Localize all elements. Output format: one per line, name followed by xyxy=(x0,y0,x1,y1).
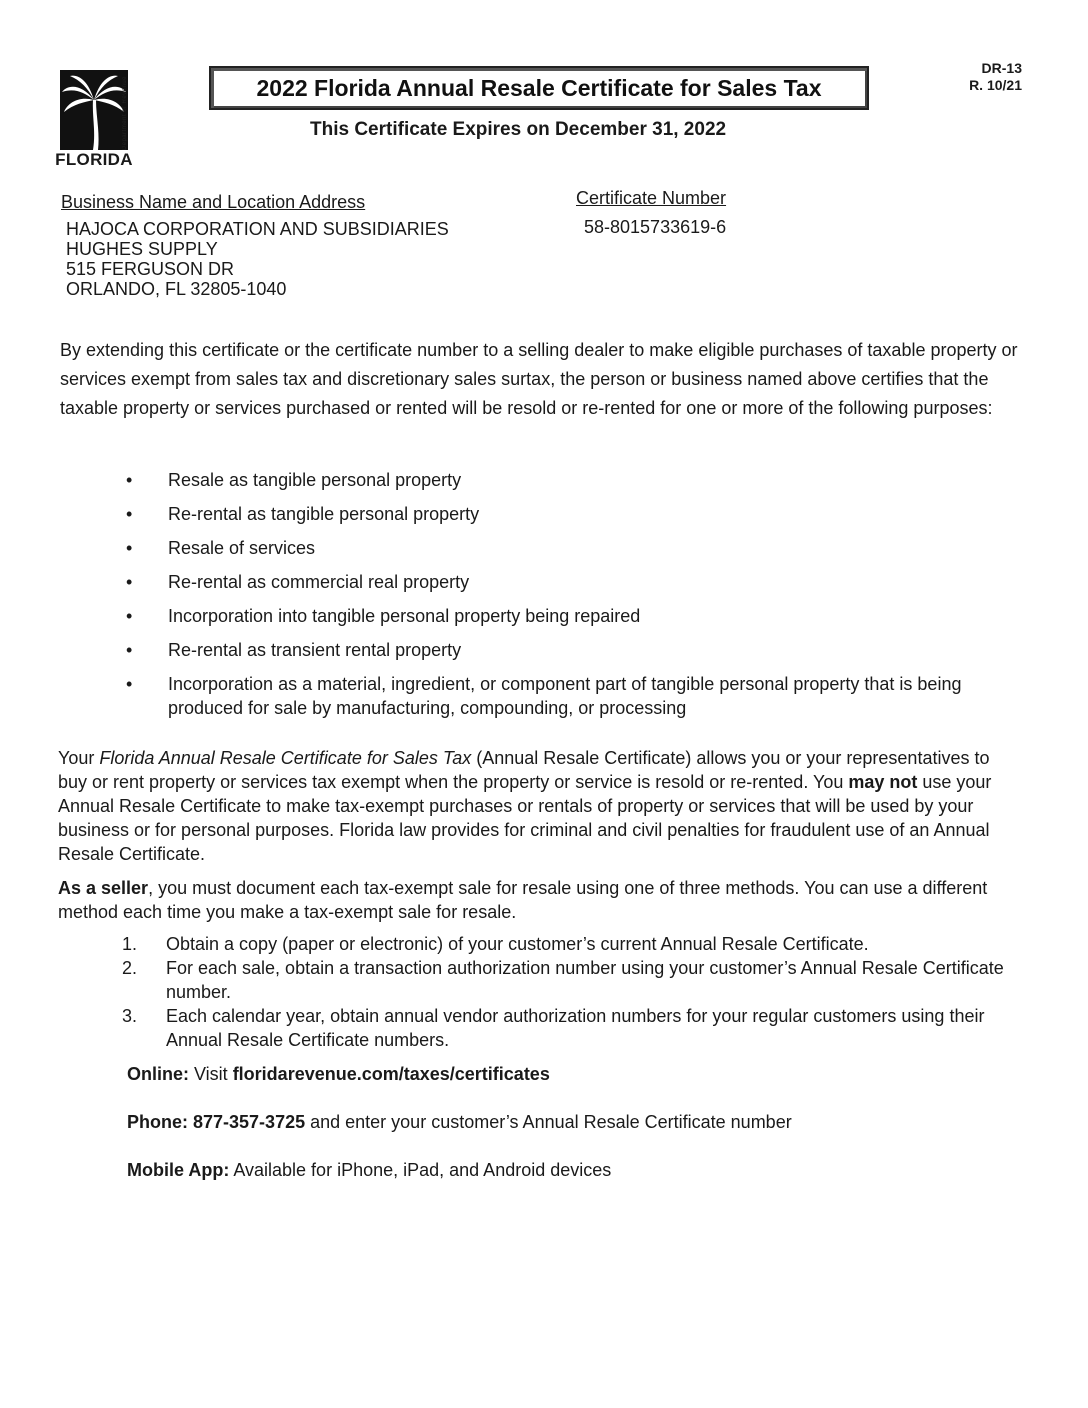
contact-phone xyxy=(127,1112,792,1133)
form-identifier xyxy=(969,60,1022,94)
usage-text: use your Annual Resale Certificate to make tax-exempt purchases or rentals of property or services that will be used by your business or for personal purposes. Florida law provides for criminal and civil penalties for fraudulent use of an Annual Resale Certificate. xyxy=(58,772,992,864)
seller-emphasis: As a seller xyxy=(58,878,149,898)
business-street: 515 FERGUSON DR xyxy=(66,259,235,279)
intro-paragraph: By extending this certificate or the certificate number to a selling dealer to make eligible purchases of taxable property or services exempt from sales tax and discretionary sales surtax, the person or business named above certifies that the taxable property or services purchased or rented will be resold or re-rented for one or more of the following purposes: xyxy=(60,340,1018,418)
list-item: • Incorporation into tangible personal property being repaired xyxy=(120,604,1020,628)
phone-text: and enter your customer’s Annual Resale Certificate number xyxy=(305,1112,792,1132)
list-item: • Re-rental as transient rental property xyxy=(120,638,1020,662)
method-number: 1. xyxy=(122,934,138,954)
list-item: • Re-rental as commercial real property xyxy=(120,570,1020,594)
list-item xyxy=(122,956,1022,1004)
certificate-name-italic: Florida Annual Resale Certificate for Sales Tax xyxy=(99,748,472,768)
form-revision: R. 10/21 xyxy=(969,77,1022,93)
purposes-list xyxy=(120,468,1020,730)
usage-text: Your xyxy=(58,748,100,768)
seller-text: , you must document each tax-exempt sale for resale using one of three methods. You can use a different method each time you make a tax-exempt sale for resale. xyxy=(58,878,988,922)
business-address-label: Business Name and Location Address xyxy=(61,192,366,212)
may-not-emphasis: may not xyxy=(848,772,918,792)
business-dba: HUGHES SUPPLY xyxy=(66,239,218,259)
usage-text: (Annual Resale Certificate) allows you or your representatives to buy or rent property or services tax exempt when the property or service is resold or re-rented. You xyxy=(58,748,990,792)
palm-tree-icon xyxy=(60,70,128,150)
list-item xyxy=(122,932,1022,956)
contact-mobile xyxy=(127,1160,611,1181)
online-label: Online: xyxy=(127,1064,189,1084)
business-city-state-zip: ORLANDO, FL 32805-1040 xyxy=(66,279,287,299)
form-number: DR-13 xyxy=(981,60,1022,76)
online-url-link[interactable]: floridarevenue.com/taxes/certificates xyxy=(232,1064,550,1084)
list-item: • Incorporation as a material, ingredient, or component part of tangible personal property that is being produced for sale by manufacturing, compounding, or processing xyxy=(120,672,1020,720)
method-number: 3. xyxy=(122,1006,138,1026)
list-item: • Resale of services xyxy=(120,536,1020,560)
method-text: For each sale, obtain a transaction authorization number using your customer’s Annual Resale Certificate number. xyxy=(166,958,1004,1002)
mobile-label: Mobile App: xyxy=(127,1160,230,1180)
expiration-notice: This Certificate Expires on December 31, 2022 xyxy=(310,119,727,140)
method-text: Each calendar year, obtain annual vendor authorization numbers for your regular customers using their Annual Resale Certificate numbers. xyxy=(166,1006,985,1050)
logo-department-text: Department of Revenue xyxy=(122,76,128,151)
contact-online xyxy=(127,1064,550,1085)
phone-label: Phone: xyxy=(127,1112,188,1132)
usage-paragraph xyxy=(58,746,1020,866)
list-item: • Resale as tangible personal property xyxy=(120,468,1020,492)
title-box xyxy=(209,66,869,110)
business-name: HAJOCA CORPORATION AND SUBSIDIARIES xyxy=(66,219,449,239)
mobile-text: Available for iPhone, iPad, and Android devices xyxy=(229,1160,612,1180)
list-item xyxy=(122,1004,1022,1052)
methods-list xyxy=(122,932,1022,1052)
list-item: • Re-rental as tangible personal property xyxy=(120,502,1020,526)
seller-paragraph xyxy=(58,876,1020,924)
page-title: 2022 Florida Annual Resale Certificate for Sales Tax xyxy=(256,74,822,101)
florida-dor-logo xyxy=(54,70,134,175)
business-address xyxy=(66,219,449,299)
certificate-number-label: Certificate Number xyxy=(576,188,727,208)
online-text: Visit xyxy=(189,1064,233,1084)
logo-wordmark: FLORIDA xyxy=(55,150,133,169)
method-number: 2. xyxy=(122,958,138,978)
certificate-number: 58-8015733619-6 xyxy=(584,217,727,237)
phone-number: 877-357-3725 xyxy=(188,1112,306,1132)
method-text: Obtain a copy (paper or electronic) of your customer’s current Annual Resale Certificate. xyxy=(166,934,869,954)
